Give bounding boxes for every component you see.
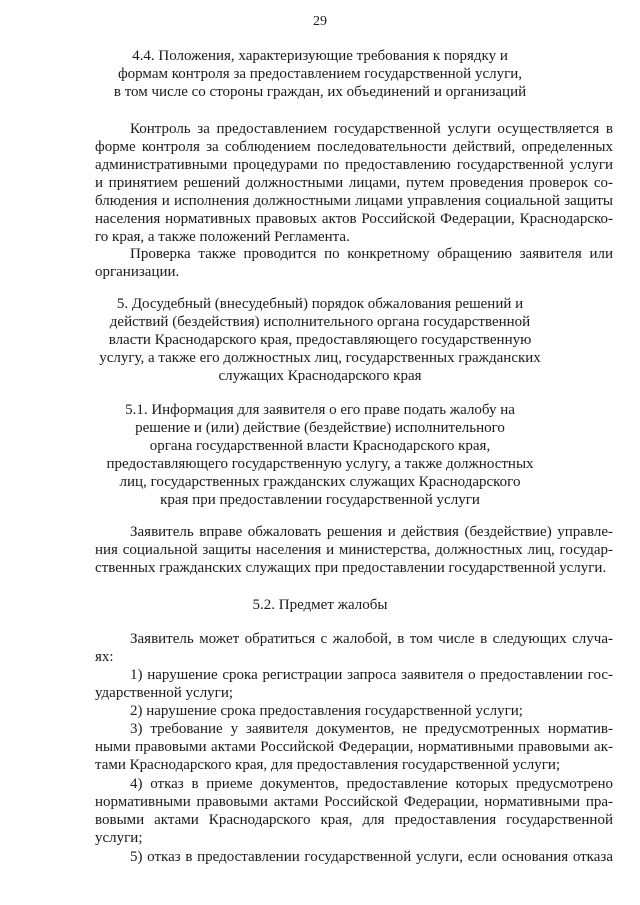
section-heading-4-4 bbox=[60, 47, 580, 101]
heading-line: решение и (или) действие (бездействие) исполнительного bbox=[135, 420, 505, 436]
list-item bbox=[95, 666, 613, 702]
text-line: 3) требование у заявителя документов, не предусмотренных норматив- bbox=[130, 721, 613, 737]
heading-line: 5.1. Информация для заявителя о его праве подать жалобу на bbox=[125, 402, 515, 418]
text-line: Проверка также проводится по конкретному обращению заявителя или bbox=[130, 246, 613, 262]
heading-line: органа государственной власти Краснодарского края, bbox=[149, 438, 491, 454]
heading-line: 5.2. Предмет жалобы bbox=[252, 597, 388, 613]
heading-line: лиц, государственных гражданских служащих Краснодарского bbox=[119, 474, 521, 490]
heading-line: предоставляющего государственную услугу, а также должностных bbox=[106, 456, 534, 472]
text-line: административными процедурами по предоставлению государственной услуги bbox=[95, 157, 613, 173]
heading-line: действий (бездействия) исполнительного органа государственной bbox=[109, 314, 531, 330]
text-line: Контроль за предоставлением государственной услуги осуществляется в bbox=[130, 121, 613, 137]
text-line: ными правовыми актами Российской Федерации, нормативными правовыми ак- bbox=[95, 739, 613, 755]
text-line: нормативными правовыми актами Российской Федерации, нормативными пра- bbox=[95, 794, 613, 810]
text-line: 4) отказ в приеме документов, предоставление которых предусмотрено bbox=[130, 776, 613, 792]
heading-line: формам контроля за предоставлением государственной услуги, bbox=[117, 66, 523, 82]
section-heading-5-1 bbox=[60, 401, 580, 509]
text-line: 1) нарушение срока регистрации запроса заявителя о предоставлении гос- bbox=[130, 667, 613, 683]
text-line: населения нормативных правовых актов Российской Федерации, Краснодарско- bbox=[95, 211, 613, 227]
text-line: тами Краснодарского края, для предоставления государственной услуги; bbox=[95, 757, 561, 773]
text-line: ударственной услуги; bbox=[95, 685, 234, 701]
text-line: Заявитель может обратиться с жалобой, в том числе в следующих случа- bbox=[130, 631, 613, 647]
check-paragraph bbox=[95, 245, 613, 281]
heading-line: в том числе со стороны граждан, их объединений и организаций bbox=[113, 84, 527, 100]
text-line: го края, а также положений Регламента. bbox=[95, 229, 350, 245]
text-line: и принятием решений должностными лицами, путем проведения проверок со- bbox=[95, 175, 613, 191]
text-line: блюдения и исполнения должностными лицами управления социальной защиты bbox=[95, 193, 613, 209]
text-line: Заявитель вправе обжаловать решения и действия (бездействие) управле- bbox=[130, 524, 613, 540]
text-line: 5) отказ в предоставлении государственной услуги, если основания отказа bbox=[130, 849, 613, 865]
heading-line: края при предоставлении государственной услуги bbox=[160, 492, 480, 508]
text-line: 2) нарушение срока предоставления государственной услуги; bbox=[130, 703, 523, 719]
section-heading-5-2 bbox=[60, 596, 580, 614]
appeal-paragraph bbox=[95, 523, 613, 577]
list-item bbox=[95, 775, 613, 847]
text-line: ях: bbox=[95, 649, 114, 665]
text-line: организации. bbox=[95, 264, 180, 280]
text-line: ственных гражданских служащих при предоставлении государственной услуги. bbox=[95, 560, 607, 576]
heading-line: власти Краснодарского края, предоставляющего государственную bbox=[108, 332, 532, 348]
text-line: форме контроля за соблюдением последовательности действий, определенных bbox=[95, 139, 613, 155]
text-line: услуги; bbox=[95, 830, 143, 846]
text-line: ния социальной защиты населения и министерства, должностных лиц, государ- bbox=[95, 542, 613, 558]
section-heading-5 bbox=[60, 295, 580, 385]
complaint-intro-paragraph bbox=[95, 630, 613, 666]
list-item bbox=[95, 848, 613, 866]
page-number: 29 bbox=[313, 14, 327, 29]
heading-line: 5. Досудебный (внесудебный) порядок обжалования решений и bbox=[116, 296, 524, 312]
list-item bbox=[95, 720, 613, 774]
heading-line: 4.4. Положения, характеризующие требования к порядку и bbox=[132, 48, 508, 64]
text-line: вовыми актами Краснодарского края, для предоставления государственной bbox=[95, 812, 613, 828]
list-item bbox=[95, 702, 613, 720]
heading-line: служащих Краснодарского края bbox=[218, 368, 422, 384]
heading-line: услугу, а также его должностных лиц, государственных гражданских bbox=[99, 350, 541, 366]
control-paragraph bbox=[95, 120, 613, 246]
